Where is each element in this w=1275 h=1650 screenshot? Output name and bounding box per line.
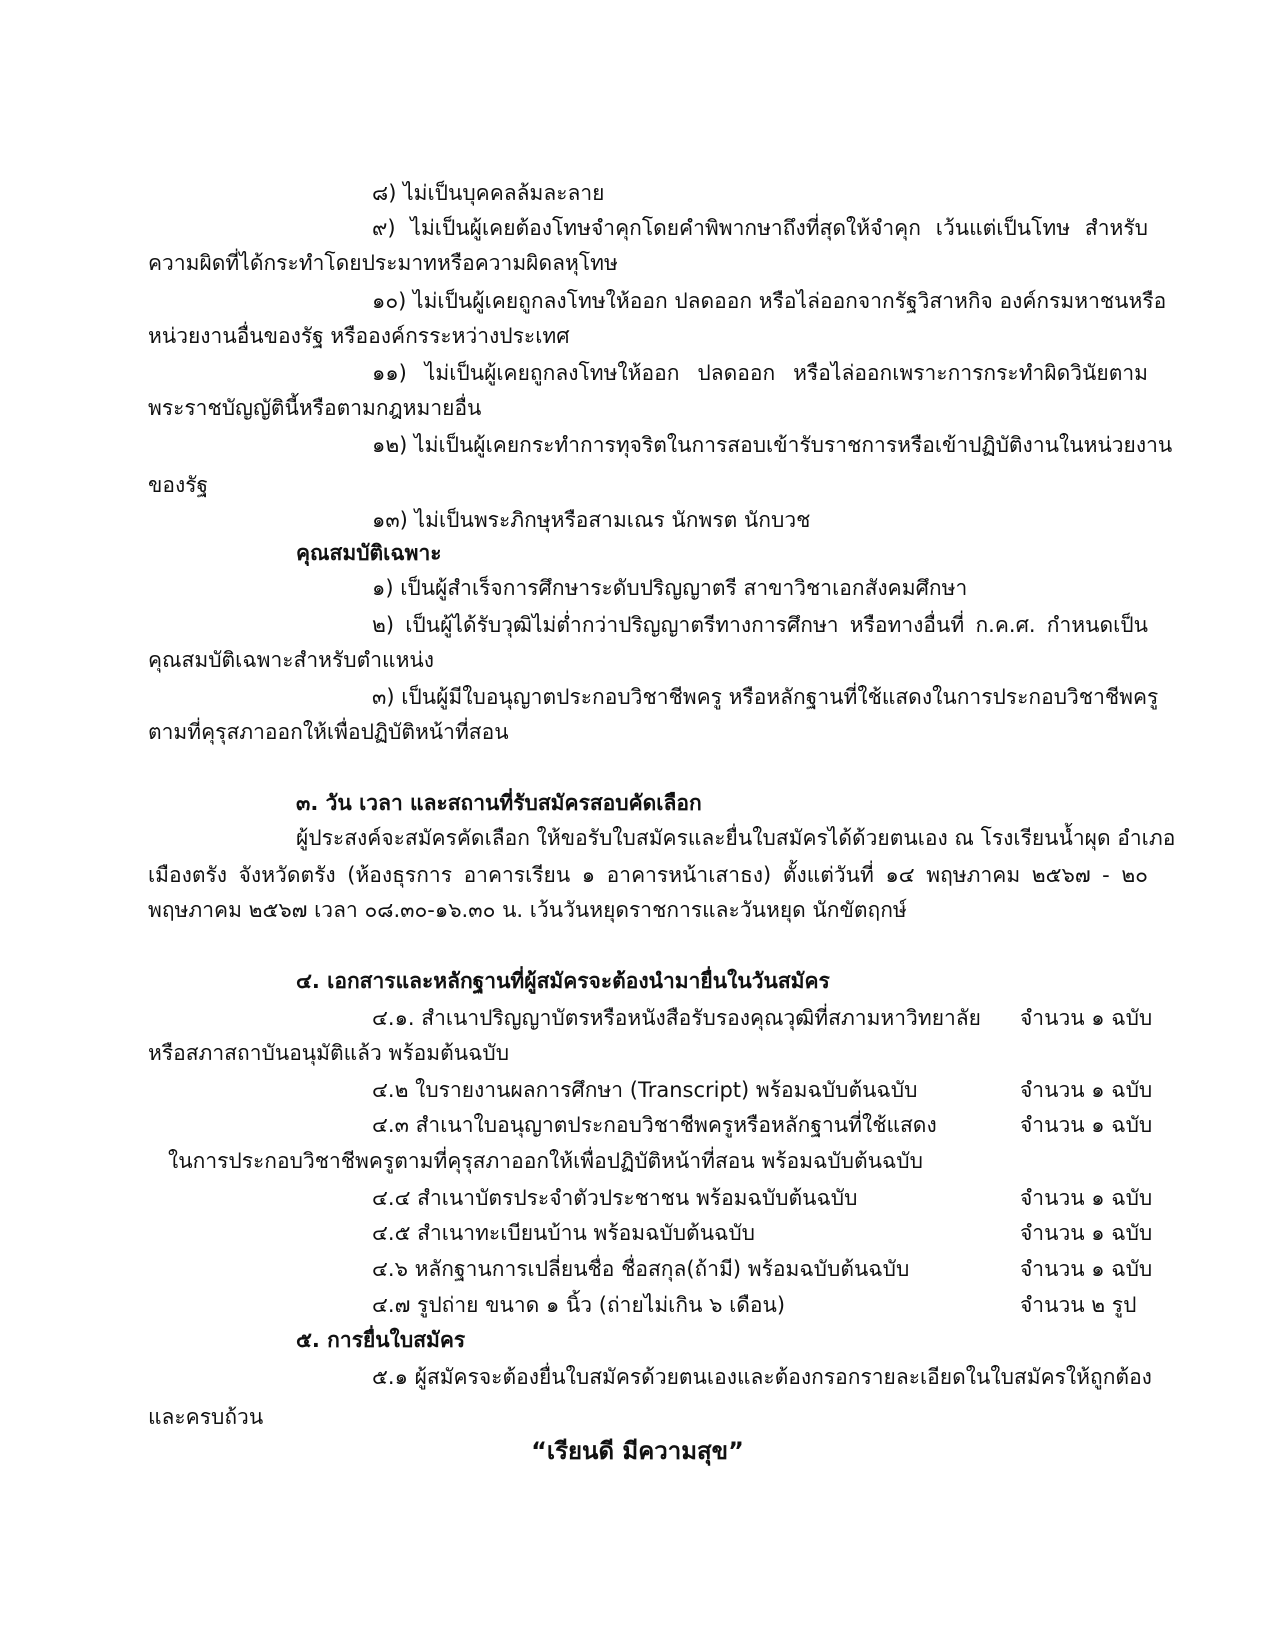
- specific-qualifications-heading: คุณสมบัติเฉพาะ: [296, 541, 442, 565]
- document-4-6: ๔.๖ หลักฐานการเปลี่ยนชื่อ ชื่อสกุล(ถ้ามี) พร้อมฉบับต้นฉบับ: [372, 1257, 910, 1281]
- document-4-1-line-1: ๔.๑. สำเนาปริญญาบัตรหรือหนังสือรับรองคุณวุฒิที่สภามหาวิทยาลัย: [372, 1006, 981, 1030]
- specific-qualification-3-line-1: ๓) เป็นผู้มีใบอนุญาตประกอบวิชาชีพครู หรือหลักฐานที่ใช้แสดงในการประกอบวิชาชีพครู: [372, 685, 1159, 709]
- specific-qualification-3-line-2: ตามที่คุรุสภาออกให้เพื่อปฏิบัติหน้าที่สอน: [148, 720, 509, 744]
- section-5-heading: ๕. การยื่นใบสมัคร: [296, 1328, 466, 1352]
- specific-qualification-1: ๑) เป็นผู้สำเร็จการศึกษาระดับปริญญาตรี สาขาวิชาเอกสังคมศึกษา: [372, 576, 968, 600]
- document-4-7: ๔.๗ รูปถ่าย ขนาด ๑ นิ้ว (ถ่ายไม่เกิน ๖ เดือน): [372, 1293, 786, 1317]
- document-4-1-line-2: หรือสภาสถาบันอนุมัติแล้ว พร้อมต้นฉบับ: [148, 1041, 510, 1065]
- document-4-6-quantity: จำนวน ๑ ฉบับ: [1020, 1257, 1153, 1281]
- document-4-3-quantity: จำนวน ๑ ฉบับ: [1020, 1113, 1153, 1137]
- specific-qualification-2-line-1: ๒) เป็นผู้ได้รับวุฒิไม่ต่ำกว่าปริญญาตรีทางการศึกษา หรือทางอื่นที่ ก.ค.ศ. กำหนดเป็น: [372, 613, 1148, 637]
- document-4-2-quantity: จำนวน ๑ ฉบับ: [1020, 1078, 1153, 1102]
- school-motto: “เรียนดี มีความสุข”: [531, 1437, 744, 1465]
- qualification-9-line-2: ความผิดที่ได้กระทำโดยประมาทหรือความผิดลหุโทษ: [148, 251, 618, 275]
- section-3-heading: ๓. วัน เวลา และสถานที่รับสมัครสอบคัดเลือก: [296, 791, 702, 815]
- document-4-5: ๔.๕ สำเนาทะเบียนบ้าน พร้อมฉบับต้นฉบับ: [372, 1221, 756, 1245]
- qualification-10-line-1: ๑๐) ไม่เป็นผู้เคยถูกลงโทษให้ออก ปลดออก หรือไล่ออกจากรัฐวิสาหกิจ องค์กรมหาชนหรือ: [372, 289, 1167, 313]
- section-3-paragraph-line-3: พฤษภาคม ๒๕๖๗ เวลา ๐๘.๓๐-๑๖.๓๐ น. เว้นวันหยุดราชการและวันหยุด นักขัตฤกษ์: [148, 898, 907, 922]
- document-4-3-line-1: ๔.๓ สำเนาใบอนุญาตประกอบวิชาชีพครูหรือหลักฐานที่ใช้แสดง: [372, 1113, 937, 1137]
- qualification-12-line-2: ของรัฐ: [148, 473, 209, 497]
- application-5-1-line-2: และครบถ้วน: [148, 1405, 264, 1429]
- document-4-1-quantity: จำนวน ๑ ฉบับ: [1020, 1006, 1153, 1030]
- qualification-11-line-1: ๑๑) ไม่เป็นผู้เคยถูกลงโทษให้ออก ปลดออก หรือไล่ออกเพราะการกระทำผิดวินัยตาม: [372, 361, 1148, 385]
- section-4-heading: ๔. เอกสารและหลักฐานที่ผู้สมัครจะต้องนำมายื่นในวันสมัคร: [296, 969, 830, 993]
- document-4-4: ๔.๔ สำเนาบัตรประจำตัวประชาชน พร้อมฉบับต้นฉบับ: [372, 1186, 858, 1210]
- qualification-13: ๑๓) ไม่เป็นพระภิกษุหรือสามเณร นักพรต นักบวช: [372, 508, 811, 532]
- qualification-11-line-2: พระราชบัญญัตินี้หรือตามกฎหมายอื่น: [148, 396, 482, 420]
- qualification-10-line-2: หน่วยงานอื่นของรัฐ หรือองค์กรระหว่างประเทศ: [148, 324, 570, 348]
- section-3-paragraph-line-2: เมืองตรัง จังหวัดตรัง (ห้องธุรการ อาคารเรียน ๑ อาคารหน้าเสาธง) ตั้งแต่วันที่ ๑๔ พฤษภาคม ๒๕๖๗ - ๒๐: [148, 863, 1148, 887]
- specific-qualification-2-line-2: คุณสมบัติเฉพาะสำหรับตำแหน่ง: [148, 648, 435, 672]
- qualification-9-line-1: ๙) ไม่เป็นผู้เคยต้องโทษจำคุกโดยคำพิพากษาถึงที่สุดให้จำคุก เว้นแต่เป็นโทษ สำหรับ: [372, 216, 1148, 240]
- application-5-1-line-1: ๕.๑ ผู้สมัครจะต้องยื่นใบสมัครด้วยตนเองและต้องกรอกรายละเอียดในใบสมัครให้ถูกต้อง: [372, 1365, 1152, 1389]
- document-4-4-quantity: จำนวน ๑ ฉบับ: [1020, 1186, 1153, 1210]
- qualification-12-line-1: ๑๒) ไม่เป็นผู้เคยกระทำการทุจริตในการสอบเข้ารับราชการหรือเข้าปฏิบัติงานในหน่วยงาน: [372, 433, 1173, 457]
- document-4-2: ๔.๒ ใบรายงานผลการศึกษา (Transcript) พร้อมฉบับต้นฉบับ: [372, 1078, 918, 1102]
- section-3-paragraph-line-1: ผู้ประสงค์จะสมัครคัดเลือก ให้ขอรับใบสมัครและยื่นใบสมัครได้ด้วยตนเอง ณ โรงเรียนน้ำผุด อำเภอ: [296, 826, 1176, 850]
- document-4-7-quantity: จำนวน ๒ รูป: [1020, 1293, 1137, 1317]
- document-4-5-quantity: จำนวน ๑ ฉบับ: [1020, 1221, 1153, 1245]
- document-4-3-line-2: ในการประกอบวิชาชีพครูตามที่คุรุสภาออกให้เพื่อปฏิบัติหน้าที่สอน พร้อมฉบับต้นฉบับ: [168, 1149, 923, 1173]
- qualification-8: ๘) ไม่เป็นบุคคลล้มละลาย: [372, 181, 605, 205]
